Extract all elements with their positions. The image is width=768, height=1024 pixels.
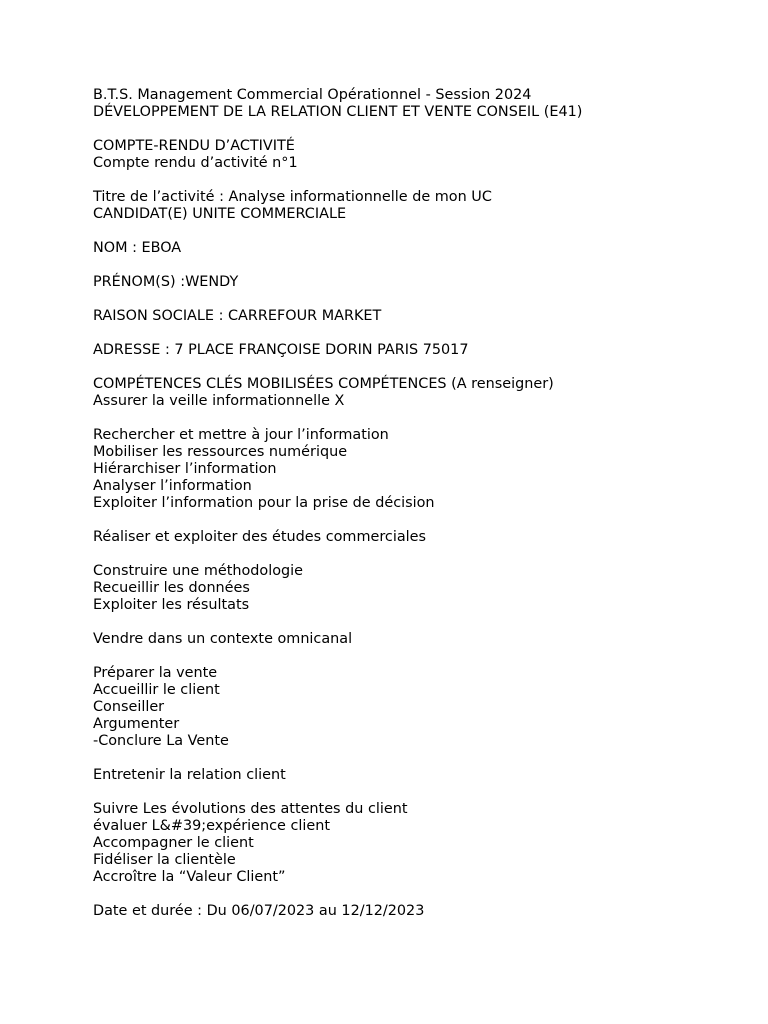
- date-duree-line: Date et durée : Du 06/07/2023 au 12/12/2023: [93, 903, 425, 919]
- list-item: Construire une méthodologie: [93, 563, 304, 579]
- date-block: [93, 903, 733, 920]
- list-item: -Conclure La Vente: [93, 733, 229, 749]
- list-item: Mobiliser les ressources numérique: [93, 444, 348, 460]
- list-item: Exploiter l’information pour la prise de décision: [93, 495, 435, 511]
- vente-heading-block: [93, 631, 733, 648]
- report-subtitle: Compte rendu d’activité n°1: [93, 155, 298, 171]
- exam-title: B.T.S. Management Commercial Opérationnel - Session 2024: [93, 87, 532, 103]
- raison-sociale-block: [93, 308, 733, 325]
- activity-block: [93, 189, 733, 223]
- exam-subject: DÉVELOPPEMENT DE LA RELATION CLIENT ET VENTE CONSEIL (E41): [93, 104, 583, 120]
- info-items-block: [93, 427, 733, 512]
- activity-title: Titre de l’activité : Analyse informationnelle de mon UC: [93, 189, 492, 205]
- list-item: Rechercher et mettre à jour l’information: [93, 427, 389, 443]
- adresse-block: [93, 342, 733, 359]
- list-item: Conseiller: [93, 699, 165, 715]
- list-item: Recueillir les données: [93, 580, 250, 596]
- list-item: Accroître la “Valeur Client”: [93, 869, 286, 885]
- list-item: Argumenter: [93, 716, 180, 732]
- list-item: Suivre Les évolutions des attentes du client: [93, 801, 408, 817]
- report-block: [93, 138, 733, 172]
- raison-sociale-line: RAISON SOCIALE : CARREFOUR MARKET: [93, 308, 382, 324]
- list-item: Fidéliser la clientèle: [93, 852, 236, 868]
- relation-heading: Entretenir la relation client: [93, 767, 286, 783]
- relation-items-block: [93, 801, 733, 886]
- list-item: évaluer L&#39;expérience client: [93, 818, 330, 834]
- candidate-unit: CANDIDAT(E) UNITE COMMERCIALE: [93, 206, 347, 222]
- report-title: COMPTE-RENDU D’ACTIVITÉ: [93, 138, 295, 154]
- nom-block: [93, 240, 733, 257]
- list-item: Accueillir le client: [93, 682, 220, 698]
- relation-heading-block: [93, 767, 733, 784]
- etudes-heading: Réaliser et exploiter des études commerciales: [93, 529, 426, 545]
- veille-line: Assurer la veille informationnelle X: [93, 393, 345, 409]
- competences-heading: COMPÉTENCES CLÉS MOBILISÉES COMPÉTENCES (A renseigner): [93, 376, 554, 392]
- nom-line: NOM : EBOA: [93, 240, 182, 256]
- vente-heading: Vendre dans un contexte omnicanal: [93, 631, 353, 647]
- etudes-heading-block: [93, 529, 733, 546]
- competences-heading-block: [93, 376, 733, 410]
- adresse-line: ADRESSE : 7 PLACE FRANÇOISE DORIN PARIS 75017: [93, 342, 469, 358]
- list-item: Préparer la vente: [93, 665, 218, 681]
- prenom-line: PRÉNOM(S) :WENDY: [93, 274, 239, 290]
- list-item: Exploiter les résultats: [93, 597, 250, 613]
- list-item: Accompagner le client: [93, 835, 254, 851]
- vente-items-block: [93, 665, 733, 750]
- list-item: Hiérarchiser l’information: [93, 461, 277, 477]
- etudes-items-block: [93, 563, 733, 614]
- prenom-block: [93, 274, 733, 291]
- list-item: Analyser l’information: [93, 478, 252, 494]
- document-body: [93, 87, 733, 920]
- header-block: [93, 87, 733, 121]
